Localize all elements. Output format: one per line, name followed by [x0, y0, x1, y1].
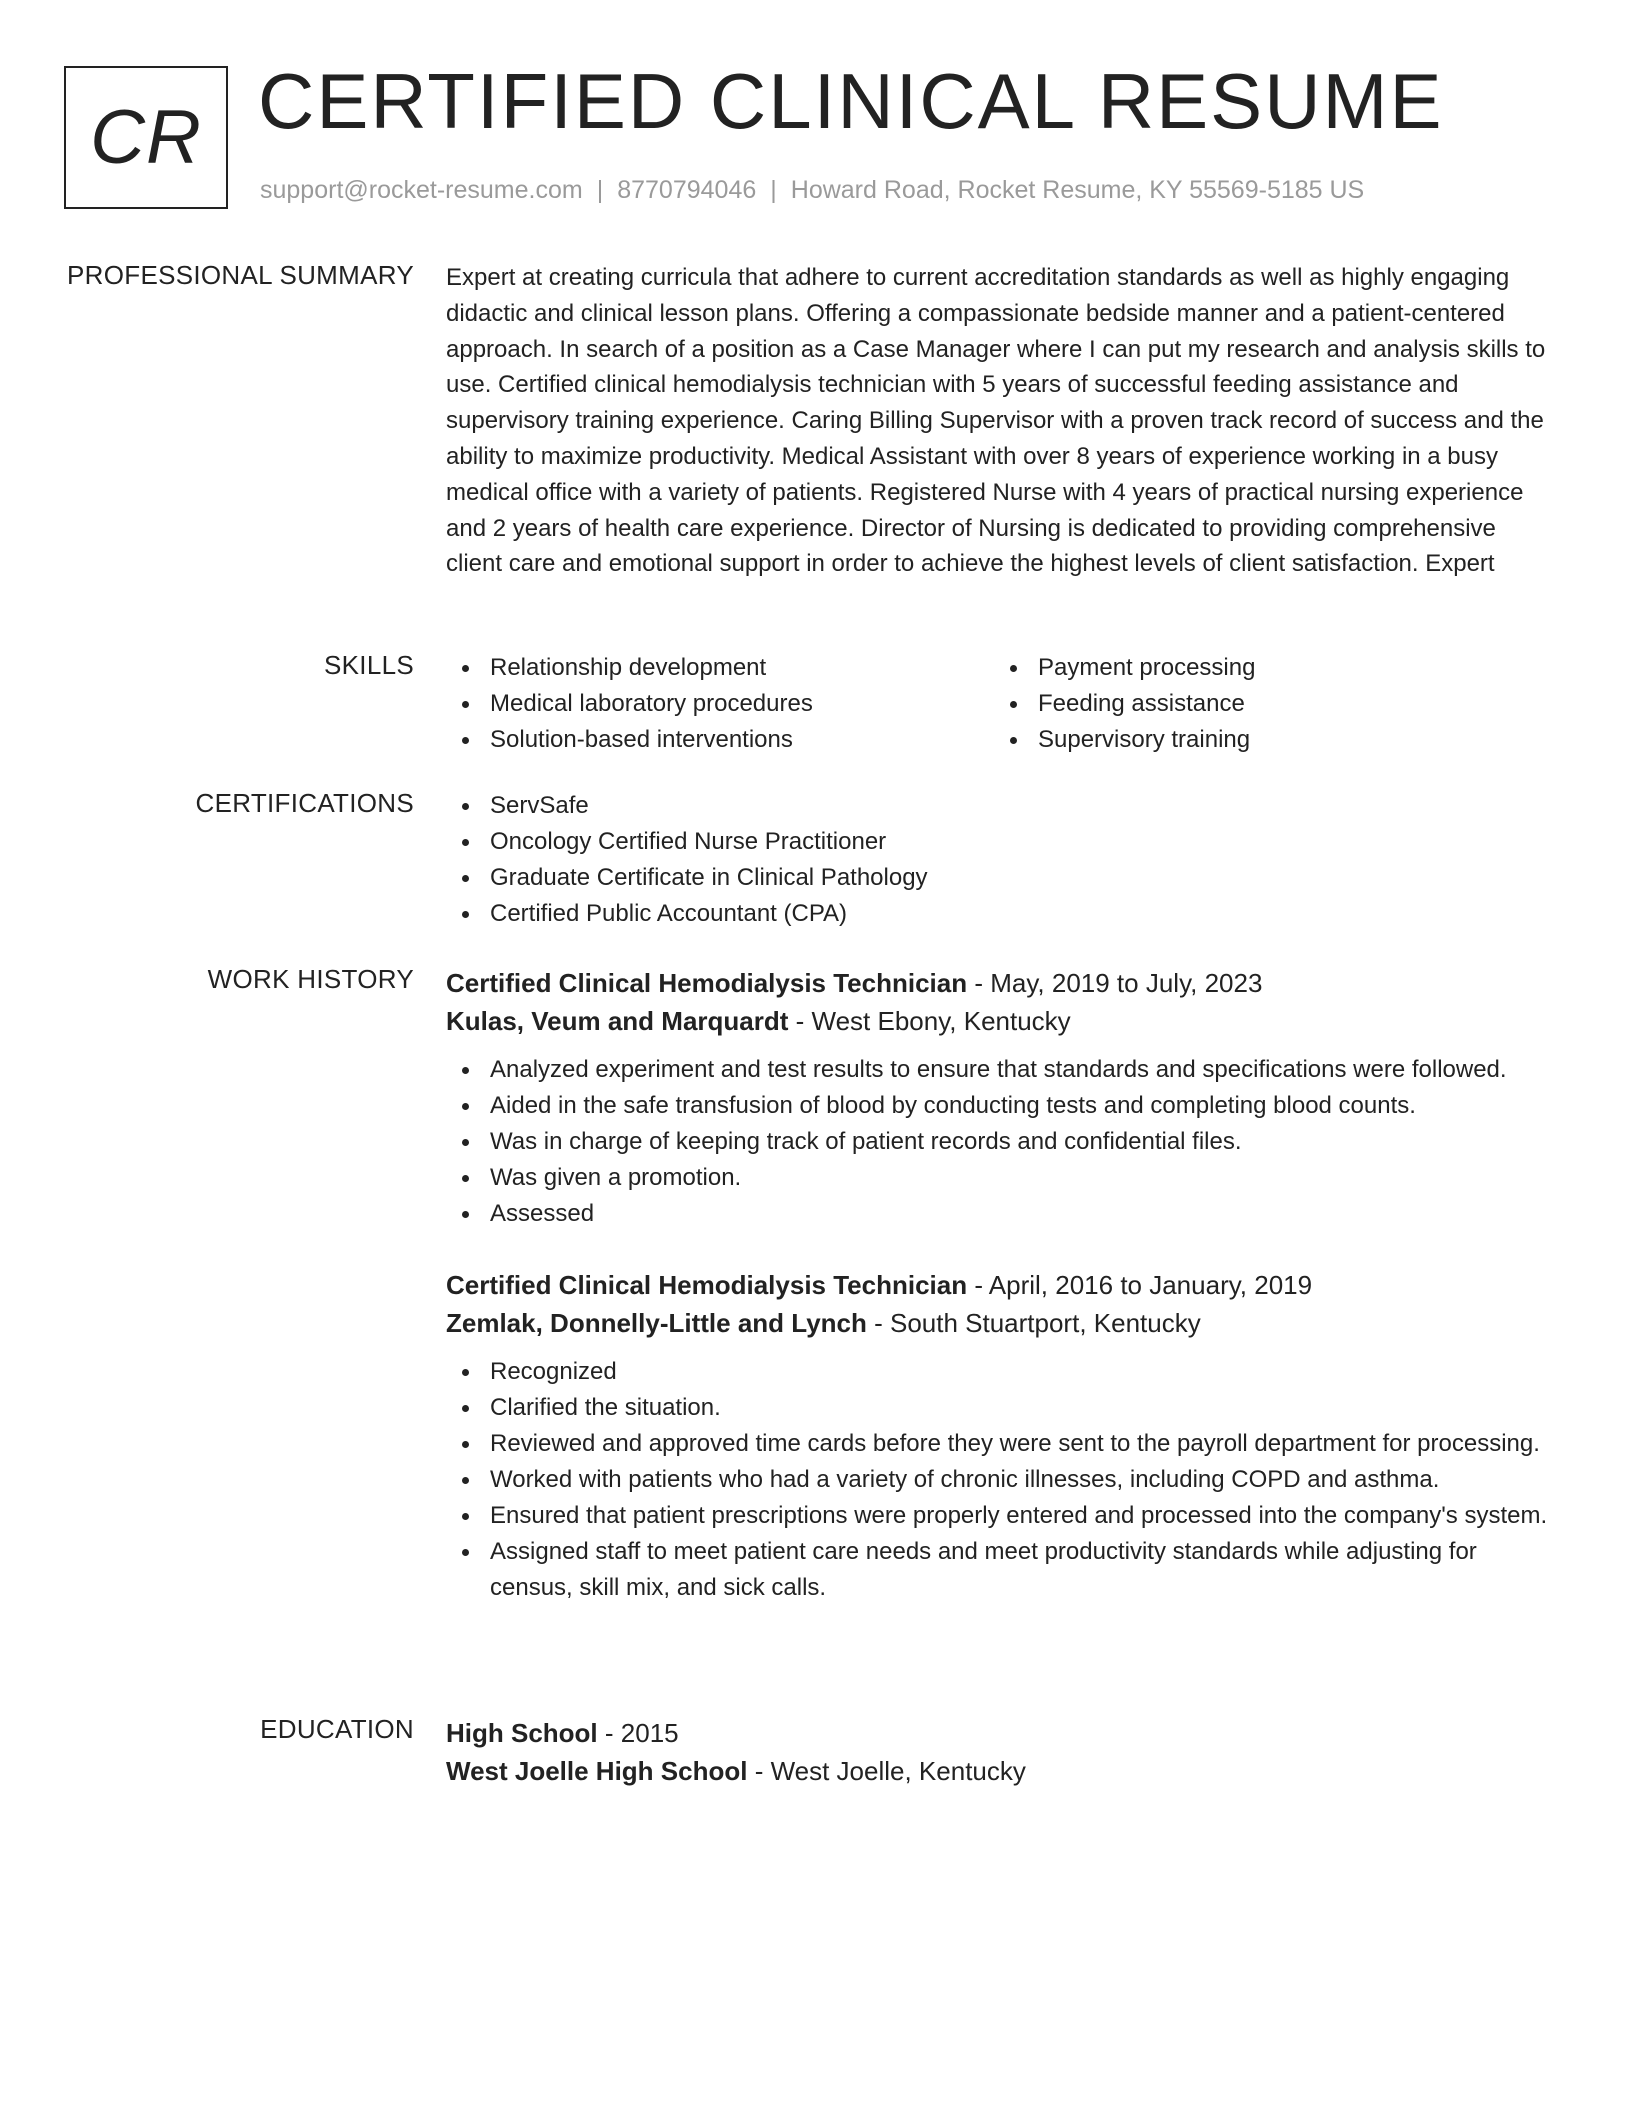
section-title-summary: PROFESSIONAL SUMMARY [67, 260, 414, 290]
education-body [446, 1714, 1556, 1790]
work-history-body [446, 964, 1556, 1606]
job-duty-item: Aided in the safe transfusion of blood by conducting tests and completing blood counts. [446, 1088, 1556, 1124]
job-entry [446, 964, 1556, 1232]
education-location: - West Joelle, Kentucky [747, 1756, 1026, 1786]
job-company: Kulas, Veum and Marquardt [446, 1006, 789, 1036]
job-role: Certified Clinical Hemodialysis Technician [446, 1270, 968, 1300]
job-title-line [446, 1266, 1556, 1304]
job-role: Certified Clinical Hemodialysis Technician [446, 968, 968, 998]
job-company-line [446, 1002, 1556, 1040]
job-location: - West Ebony, Kentucky [788, 1006, 1071, 1036]
certification-item: Oncology Certified Nurse Practitioner [446, 824, 1556, 860]
education-degree: High School [446, 1718, 598, 1748]
resume-title: CERTIFIED CLINICAL RESUME [258, 57, 1444, 145]
job-dates: - April, 2016 to January, 2019 [967, 1270, 1313, 1300]
monogram-initials: CR [90, 95, 202, 180]
job-location: - South Stuartport, Kentucky [866, 1308, 1201, 1338]
education-year: - 2015 [597, 1718, 679, 1748]
job-title-line [446, 964, 1556, 1002]
summary-text: Expert at creating curricula that adhere to current accreditation standards as well as highly engaging didactic and clinical lesson plans. Offering a compassionate bedside manner and a patient-centered approach. In search of a position as a Case Manager where I can put my research and analysis skills to use. Certified clinical hemodialysis technician with 5 years of successful feeding assistance and supervisory training experience. Caring Billing Supervisor with a proven track record of success and the ability to maximize productivity. Medical Assistant with over 8 years of experience working in a busy medical office with a variety of patients. Registered Nurse with 4 years of practical nursing experience and 2 years of health care experience. Director of Nursing is dedicated to providing comprehensive client care and emotional support in order to achieve the highest levels of client satisfaction. Expert [446, 264, 1546, 578]
skill-item: Medical laboratory procedures [446, 686, 994, 722]
section-title-work-history: WORK HISTORY [207, 964, 414, 994]
contact-separator: | [596, 176, 604, 204]
certification-item: Certified Public Accountant (CPA) [446, 896, 1556, 932]
skills-list-left [446, 650, 994, 758]
skill-item: Relationship development [446, 650, 994, 686]
job-duty-item: Worked with patients who had a variety of chronic illnesses, including COPD and asthma. [446, 1462, 1556, 1498]
section-title-certifications: CERTIFICATIONS [195, 788, 414, 818]
education-degree-line [446, 1714, 1556, 1752]
job-duty-item: Clarified the situation. [446, 1390, 1556, 1426]
contact-email: support@rocket-resume.com [260, 176, 583, 204]
contact-phone: 8770794046 [617, 176, 757, 204]
job-duty-item: Was given a promotion. [446, 1160, 1556, 1196]
section-title-education: EDUCATION [260, 1714, 414, 1744]
skill-item: Feeding assistance [994, 686, 1542, 722]
skills-list-right [994, 650, 1542, 758]
skills-columns [446, 650, 1556, 758]
job-duty-item: Was in charge of keeping track of patient records and confidential files. [446, 1124, 1556, 1160]
job-dates: - May, 2019 to July, 2023 [967, 968, 1263, 998]
job-duty-item: Analyzed experiment and test results to ensure that standards and specifications were followed. [446, 1052, 1556, 1088]
certification-item: Graduate Certificate in Clinical Pathology [446, 860, 1556, 896]
job-duty-item: Ensured that patient prescriptions were properly entered and processed into the company's system. [446, 1498, 1556, 1534]
job-duties-list [446, 1354, 1556, 1606]
job-duty-item: Assessed [446, 1196, 1556, 1232]
section-title-skills: SKILLS [324, 650, 414, 680]
job-company: Zemlak, Donnelly-Little and Lynch [446, 1308, 867, 1338]
skill-item: Payment processing [994, 650, 1542, 686]
certifications-body [446, 788, 1556, 932]
job-duty-item: Recognized [446, 1354, 1556, 1390]
skill-item: Supervisory training [994, 722, 1542, 758]
job-entry [446, 1266, 1556, 1606]
contact-separator: | [770, 176, 777, 204]
skill-item: Solution-based interventions [446, 722, 994, 758]
job-duty-item: Assigned staff to meet patient care needs and meet productivity standards while adjusting for census, skill mix, and sick calls. [446, 1534, 1556, 1606]
job-duties-list [446, 1052, 1556, 1232]
monogram-badge [64, 66, 228, 209]
job-duty-item: Reviewed and approved time cards before they were sent to the payroll department for processing. [446, 1426, 1556, 1462]
contact-line [260, 176, 1364, 205]
certification-item: ServSafe [446, 788, 1556, 824]
certifications-list [446, 788, 1556, 932]
education-school: West Joelle High School [446, 1756, 748, 1786]
job-company-line [446, 1304, 1556, 1342]
education-school-line [446, 1752, 1556, 1790]
contact-address: Howard Road, Rocket Resume, KY 55569-5185 US [790, 176, 1365, 204]
